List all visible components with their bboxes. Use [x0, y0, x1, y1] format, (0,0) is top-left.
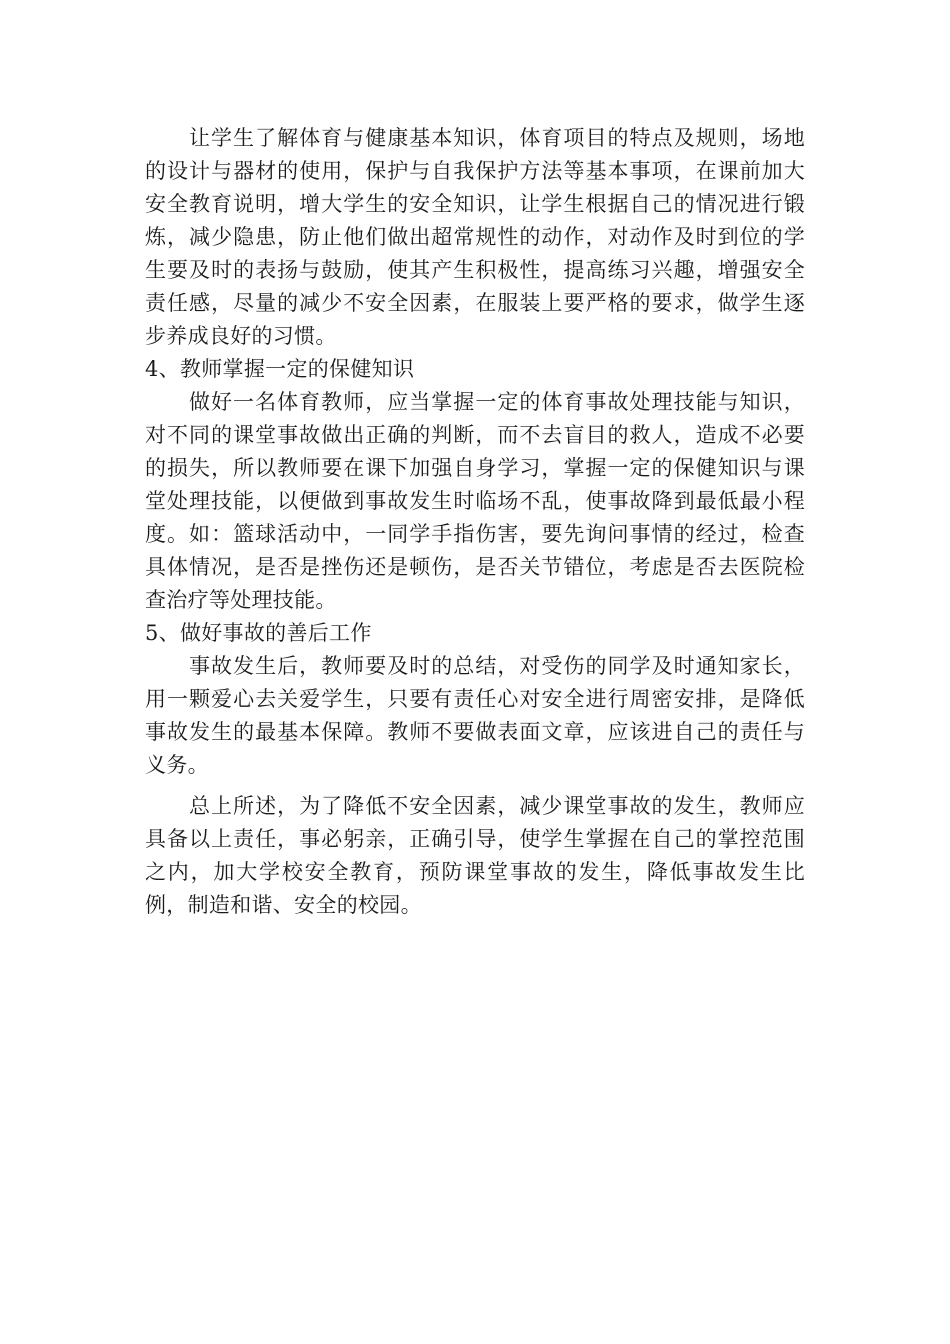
section-heading: 5、做好事故的善后工作 — [145, 621, 372, 645]
document-page — [145, 122, 805, 922]
body-paragraph: 让学生了解体育与健康基本知识，体育项目的特点及规则，场地的设计与器材的使用，保护与自我保护方法等基本事项，在课前加大安全教育说明，增大学生的安全知识，让学生根据自己的情况进行锻炼，减少隐患，防止他们做出超常规性的动作，对动作及时到位的学生要及时的表扬与鼓励，使其产生积极性，提高练习兴趣，增强安全责任感，尽量的减少不安全因素，在服装上要严格的要求，做学生逐步养成良好的习惯。 — [145, 126, 805, 348]
body-paragraph: 事故发生后，教师要及时的总结，对受伤的同学及时通知家长，用一颗爱心去关爱学生，只要有责任心对安全进行周密安排，是降低事故发生的最基本保障。教师不要做表面文章，应该进自己的责任与义务。 — [145, 654, 805, 777]
body-paragraph: 总上所述，为了降低不安全因素，减少课堂事故的发生，教师应具备以上责任，事必躬亲，正确引导，使学生掌握在自己的掌控范围之内，加大学校安全教育，预防课堂事故的发生，降低事故发生比例，制造和谐、安全的校园。 — [145, 794, 805, 917]
body-paragraph: 做好一名体育教师，应当掌握一定的体育事故处理技能与知识，对不同的课堂事故做出正确的判断，而不去盲目的救人，造成不必要的损失，所以教师要在课下加强自身学习，掌握一定的保健知识与课堂处理技能，以便做到事故发生时临场不乱，使事故降到最低最小程度。如：篮球活动中，一同学手指伤害，要先询问事情的经过，检查具体情况，是否是挫伤还是顿伤，是否关节错位，考虑是否去医院检查治疗等处理技能。 — [145, 390, 805, 612]
section-heading: 4、教师掌握一定的保健知识 — [145, 357, 415, 381]
